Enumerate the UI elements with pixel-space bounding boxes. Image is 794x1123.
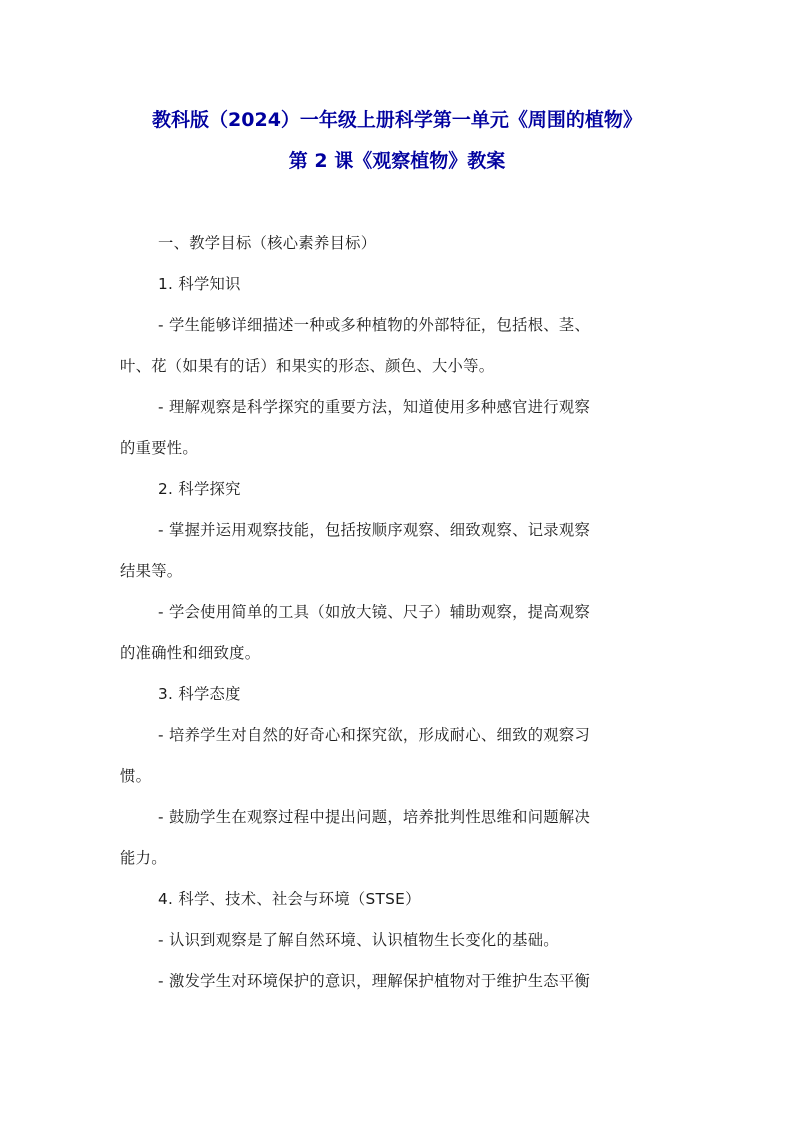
paragraph-line: 1. 科学知识 [158, 275, 241, 293]
paragraph-line: - 掌握并运用观察技能，包括按顺序观察、细致观察、记录观察 [158, 521, 591, 539]
paragraph-line: 的重要性。 [120, 439, 198, 457]
paragraph-line: 4. 科学、技术、社会与环境（STSE） [158, 890, 421, 908]
paragraph-line: 2. 科学探究 [158, 480, 241, 498]
document-title-line-2: 第 2 课《观察植物》教案 [288, 150, 506, 172]
paragraph-line: - 学生能够详细描述一种或多种植物的外部特征，包括根、茎、 [158, 316, 591, 334]
paragraph-line: 叶、花（如果有的话）和果实的形态、颜色、大小等。 [120, 357, 495, 375]
paragraph-line: 能力。 [120, 849, 167, 867]
paragraph-line: - 认识到观察是了解自然环境、认识植物生长变化的基础。 [158, 931, 559, 949]
paragraph-line: - 鼓励学生在观察过程中提出问题，培养批判性思维和问题解决 [158, 808, 591, 826]
document-body [120, 223, 680, 1002]
paragraph-line: - 理解观察是科学探究的重要方法，知道使用多种感官进行观察 [158, 398, 591, 416]
paragraph-line: - 培养学生对自然的好奇心和探究欲，形成耐心、细致的观察习 [158, 726, 591, 744]
paragraph-line: 结果等。 [120, 562, 183, 580]
paragraph-line: 3. 科学态度 [158, 685, 241, 703]
paragraph-line: - 学会使用简单的工具（如放大镜、尺子）辅助观察，提高观察 [158, 603, 591, 621]
paragraph-line: - 激发学生对环境保护的意识，理解保护植物对于维护生态平衡 [158, 972, 591, 990]
paragraph-line: 一、教学目标（核心素养目标） [158, 234, 377, 252]
paragraph-line: 惯。 [120, 767, 152, 785]
document-title-line-1: 教科版（2024）一年级上册科学第一单元《周围的植物》 [152, 109, 642, 131]
paragraph-line: 的准确性和细致度。 [120, 644, 261, 662]
